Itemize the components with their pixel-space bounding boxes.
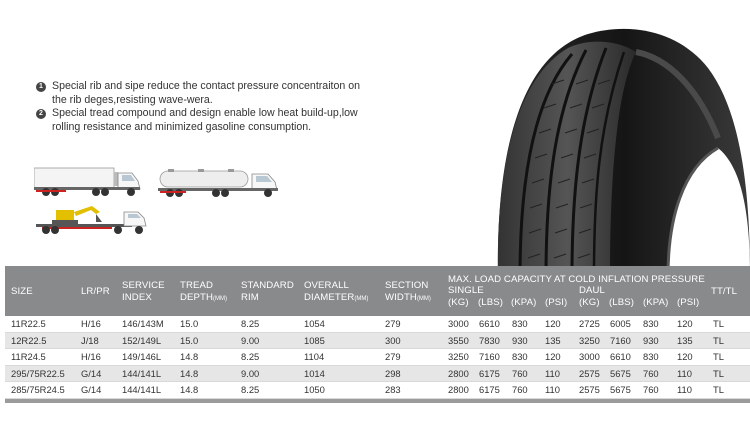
cell-s-kpa: 930	[512, 334, 528, 346]
cell-size: 295/75R22.5	[11, 367, 65, 379]
cell-rim: 8.25	[241, 318, 260, 329]
cell-tt: TL	[713, 367, 724, 379]
table-bottom-rule	[5, 399, 750, 403]
header-overall-diameter: OVERALL DIAMETER(MM)	[304, 280, 369, 303]
cell-tread: 15.0	[180, 334, 199, 346]
feature-list	[36, 80, 436, 134]
cell-index: 149/146L	[122, 351, 162, 362]
cell-rim: 9.00	[241, 367, 260, 379]
cell-d-lbs: 5675	[610, 367, 631, 379]
cell-d-kg: 3250	[579, 334, 600, 346]
cell-width: 298	[385, 367, 401, 379]
cell-width: 279	[385, 351, 401, 362]
header-daul: DAUL	[579, 285, 605, 296]
cell-s-psi: 120	[545, 351, 561, 362]
cell-s-lbs: 6610	[479, 318, 500, 329]
cell-d-kg: 2575	[579, 384, 600, 395]
cell-d-kg: 3000	[579, 351, 600, 362]
header-size: SIZE	[11, 286, 33, 297]
cell-s-psi: 120	[545, 318, 561, 329]
header-single-lbs: (LBS)	[478, 297, 504, 308]
table-row	[5, 316, 750, 333]
header-daul-kg: (KG)	[579, 297, 600, 308]
header-tread-depth: TREAD DEPTH(MM)	[180, 280, 228, 303]
cell-d-kg: 2725	[579, 318, 600, 329]
cell-index: 152/149L	[122, 334, 162, 346]
cell-d-psi: 135	[677, 334, 693, 346]
cell-s-kpa: 760	[512, 367, 528, 379]
cell-s-psi: 110	[545, 384, 560, 395]
cell-width: 279	[385, 318, 401, 329]
table-row	[5, 382, 750, 399]
table-row	[5, 333, 750, 350]
cell-d-kpa: 830	[643, 318, 659, 329]
cell-s-lbs: 7160	[479, 351, 500, 362]
table-body	[5, 316, 750, 399]
cell-d-kg: 2575	[579, 367, 600, 379]
cell-s-lbs: 7830	[479, 334, 500, 346]
cell-size: 285/75R24.5	[11, 384, 65, 395]
header-standard-rim: STANDARD RIM	[241, 280, 294, 303]
table-row	[5, 349, 750, 366]
number-badge: 1	[36, 82, 46, 92]
cell-d-lbs: 5675	[610, 384, 631, 395]
cell-size: 12R22.5	[11, 334, 47, 346]
cell-index: 144/141L	[122, 384, 162, 395]
cell-s-kg: 3250	[448, 351, 469, 362]
header-daul-psi: (PSI)	[677, 297, 700, 308]
header-single: SINGLE	[448, 285, 484, 296]
cell-rim: 9.00	[241, 334, 260, 346]
cell-tt: TL	[713, 384, 724, 395]
cell-index: 146/143M	[122, 318, 164, 329]
cell-tread: 14.8	[180, 367, 199, 379]
cell-tread: 14.8	[180, 351, 199, 362]
cell-lr: G/14	[81, 367, 102, 379]
tire-spec-table	[5, 266, 750, 403]
cell-d-kpa: 830	[643, 351, 659, 362]
cell-d-psi: 110	[677, 384, 692, 395]
header-single-kg: (KG)	[448, 297, 469, 308]
cell-lr: H/16	[81, 351, 101, 362]
feature-text-line: the rib deges,resisting wave-wera.	[52, 93, 213, 106]
cell-s-lbs: 6175	[479, 367, 500, 379]
cell-d-kpa: 760	[643, 384, 659, 395]
cell-diameter: 1050	[304, 384, 325, 395]
header-single-kpa: (KPA)	[511, 297, 537, 308]
cell-s-kg: 3550	[448, 334, 469, 346]
cell-rim: 8.25	[241, 351, 260, 362]
cell-d-lbs: 6610	[610, 351, 631, 362]
header-lr-pr: LR/PR	[81, 286, 110, 297]
box-truck-icon	[34, 165, 146, 199]
header-single-psi: (PSI)	[545, 297, 568, 308]
feature-text-line: rolling resistance and minimized gasoline consumption.	[52, 120, 312, 133]
cell-d-psi: 120	[677, 351, 693, 362]
cell-s-kpa: 830	[512, 318, 528, 329]
cell-d-kpa: 930	[643, 334, 659, 346]
header-section-width: SECTION WIDTH(MM)	[385, 280, 431, 303]
cell-s-kg: 2800	[448, 367, 469, 379]
cell-width: 283	[385, 384, 401, 395]
number-badge: 2	[36, 109, 46, 119]
feature-item	[36, 80, 436, 107]
cell-tread: 15.0	[180, 318, 199, 329]
feature-item	[36, 107, 436, 134]
header-tt-tl: TT/TL	[711, 286, 738, 297]
cell-d-psi: 110	[677, 367, 692, 379]
header-service-index: SERVICE INDEX	[122, 280, 165, 303]
cell-diameter: 1104	[304, 351, 325, 362]
cell-d-kpa: 760	[643, 367, 659, 379]
tanker-truck-icon	[158, 166, 283, 200]
cell-tt: TL	[713, 318, 724, 329]
cell-index: 144/141L	[122, 367, 162, 379]
table-row	[5, 366, 750, 383]
truck-tire-image	[468, 18, 750, 276]
table-header	[5, 266, 750, 316]
cell-tt: TL	[713, 351, 724, 362]
excavator-trailer-icon	[34, 204, 152, 236]
header-daul-lbs: (LBS)	[609, 297, 635, 308]
cell-lr: J/18	[81, 334, 99, 346]
cell-s-psi: 110	[545, 367, 560, 379]
header-daul-kpa: (KPA)	[643, 297, 669, 308]
cell-d-lbs: 7160	[610, 334, 631, 346]
cell-s-kpa: 830	[512, 351, 528, 362]
cell-size: 11R22.5	[11, 318, 46, 329]
cell-diameter: 1085	[304, 334, 325, 346]
cell-s-kpa: 760	[512, 384, 528, 395]
cell-tread: 14.8	[180, 384, 199, 395]
cell-d-lbs: 6005	[610, 318, 631, 329]
feature-text-line: Special rib and sipe reduce the contact pressure concentraiton on	[52, 80, 360, 92]
cell-lr: H/16	[81, 318, 101, 329]
cell-size: 11R24.5	[11, 351, 46, 362]
cell-d-psi: 120	[677, 318, 693, 329]
cell-rim: 8.25	[241, 384, 260, 395]
feature-text-line: Special tread compound and design enable low heat build-up,low	[52, 107, 358, 119]
cell-width: 300	[385, 334, 401, 346]
cell-tt: TL	[713, 334, 724, 346]
cell-diameter: 1014	[304, 367, 325, 379]
cell-s-psi: 135	[545, 334, 561, 346]
cell-s-kg: 3000	[448, 318, 469, 329]
cell-s-lbs: 6175	[479, 384, 500, 395]
cell-s-kg: 2800	[448, 384, 469, 395]
cell-lr: G/14	[81, 384, 102, 395]
header-max-load: MAX. LOAD CAPACITY AT COLD INFLATION PRESSURE	[448, 274, 705, 285]
cell-diameter: 1054	[304, 318, 325, 329]
